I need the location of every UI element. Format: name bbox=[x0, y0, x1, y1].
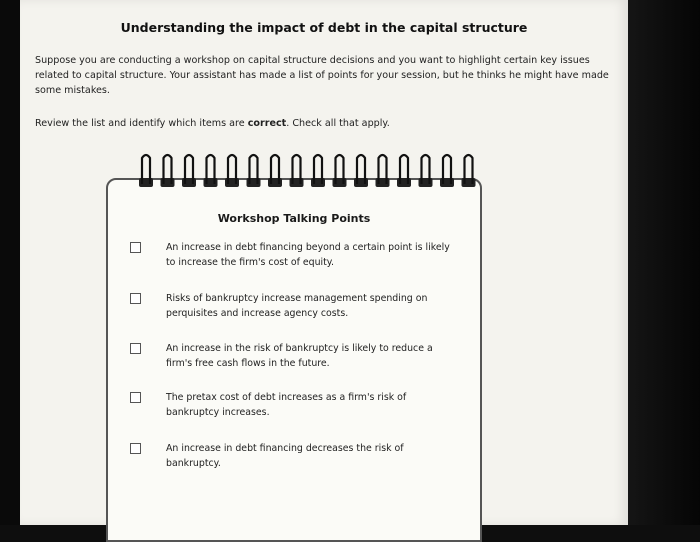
intro-text: Suppose you are conducting a workshop on capital structure decisions and you want to highlight certain key issues related to capital structure. Your assistant has made a list of points for your session, but he thinks he might have made some mistakes. bbox=[35, 55, 609, 96]
spiral-ring bbox=[204, 155, 218, 187]
checkbox[interactable] bbox=[130, 242, 141, 253]
talking-point-text: An increase in the risk of bankruptcy is likely to reduce a firm's free cash flows in the future. bbox=[166, 343, 433, 369]
spiral-ring bbox=[290, 155, 304, 187]
spiral-binding-icon bbox=[132, 152, 482, 192]
instruction-text bbox=[35, 118, 620, 129]
spiral-ring bbox=[311, 155, 325, 187]
instruction-emphasis: correct bbox=[247, 118, 287, 129]
checkbox[interactable] bbox=[130, 392, 141, 403]
page-title: Understanding the impact of debt in the capital structure bbox=[120, 20, 528, 35]
spiral-ring bbox=[333, 155, 347, 187]
spiral-ring bbox=[161, 155, 175, 187]
monitor-bezel-left bbox=[0, 0, 20, 525]
monitor-bezel-right bbox=[628, 0, 700, 525]
spiral-ring bbox=[354, 155, 368, 187]
spiral-ring bbox=[419, 155, 433, 187]
spiral-ring bbox=[182, 155, 196, 187]
instruction-after: . Check all that apply. bbox=[286, 118, 390, 129]
talking-point-text: The pretax cost of debt increases as a firm's risk of bankruptcy increases. bbox=[166, 392, 407, 418]
spiral-ring bbox=[462, 155, 476, 187]
checkbox[interactable] bbox=[130, 293, 141, 304]
spiral-ring bbox=[376, 155, 390, 187]
checkbox[interactable] bbox=[130, 343, 141, 354]
spiral-ring bbox=[268, 155, 282, 187]
instruction-before: Review the list and identify which items are bbox=[35, 118, 248, 129]
spiral-ring bbox=[225, 155, 239, 187]
notebook-title: Workshop Talking Points bbox=[217, 212, 371, 225]
notebook bbox=[106, 178, 482, 542]
talking-point-text: Risks of bankruptcy increase management spending on perquisites and increase agency costs. bbox=[166, 293, 428, 319]
spiral-ring bbox=[247, 155, 261, 187]
spiral-ring bbox=[440, 155, 454, 187]
spiral-ring bbox=[139, 155, 153, 187]
talking-point-text: An increase in debt financing beyond a certain point is likely to increase the firm's cost of equity. bbox=[166, 242, 450, 268]
spiral-ring bbox=[397, 155, 411, 187]
checkbox[interactable] bbox=[130, 443, 141, 454]
talking-point-text: An increase in debt financing decreases the risk of bankruptcy. bbox=[166, 443, 404, 469]
